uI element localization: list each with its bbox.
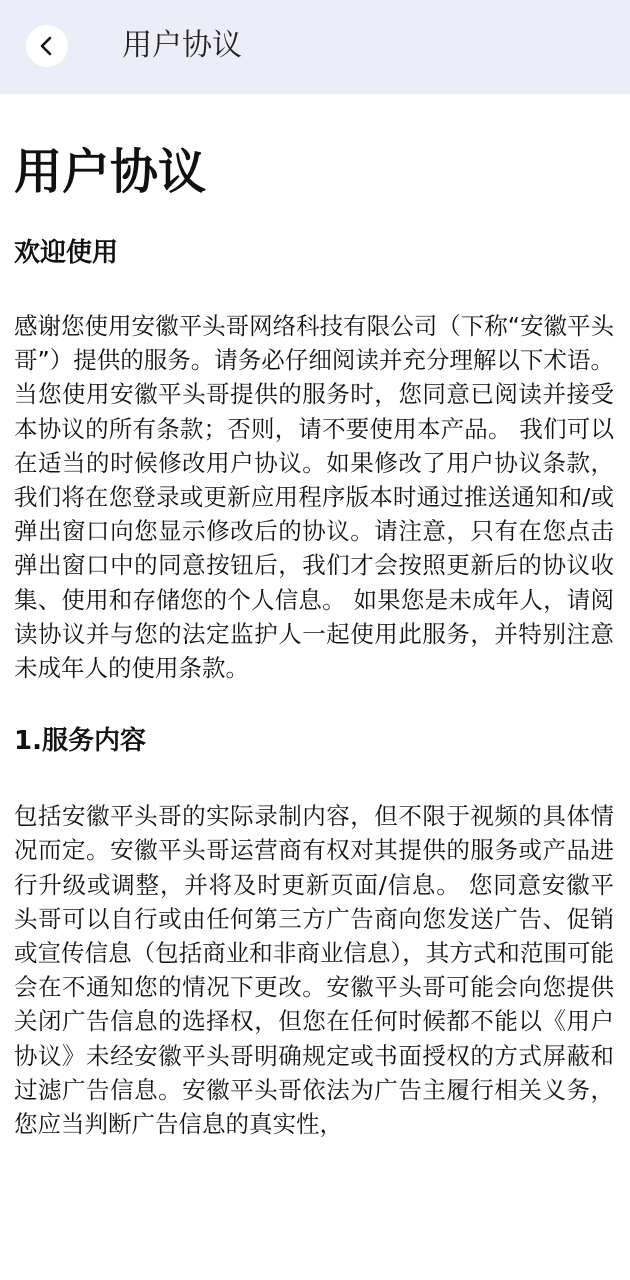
section-body-welcome: 感谢您使用安徽平头哥网络科技有限公司（下称“安徽平头哥”）提供的服务。请务必仔细阅读并充分理解以下术语。当您使用安徽平头哥提供的服务时，您同意已阅读并接受本协议的所有条款；否则，请不要使用本产品。 我们可以在适当的时候修改用户协议。如果修改了用户协议条款，我们将在您登录或更新应用程序版本时通过推送通知和/或弹出窗口向您显示修改后的协议。请注意，只有在您点击弹出窗口中的同意按钮后，我们才会按照更新后的协议收集、使用和存储您的个人信息。 如果您是未成年人，请阅读协议并与您的法定监护人一起使用此服务，并特别注意未成年人的使用条款。 (14, 312, 614, 683)
app-header (0, 0, 630, 94)
chevron-left-icon (36, 35, 58, 57)
page-title: 用户协议 (14, 144, 207, 200)
back-button[interactable] (26, 25, 68, 67)
section-body-service-content: 包括安徽平头哥的实际录制内容，但不限于视频的具体情况而定。安徽平头哥运营商有权对其提供的服务或产品进行升级或调整，并将及时更新页面/信息。 您同意安徽平头哥可以自行或由任何第三方广告商向您发送广告、促销或宣传信息（包括商业和非商业信息），其方式和范围可能会在不通知您的情况下更改。安徽平头哥可能会向您提供关闭广告信息的选择权，但您在任何时候都不能以《用户协议》未经安徽平头哥明确规定或书面授权的方式屏蔽和过滤广告信息。安徽平头哥依法为广告主履行相关义务，您应当判断广告信息的真实性， (14, 802, 614, 1139)
agreement-content (14, 94, 614, 1141)
header-title: 用户协议 (122, 28, 242, 63)
section-heading-service-content: 1.服务内容 (14, 726, 146, 757)
section-heading-welcome: 欢迎使用 (14, 238, 119, 268)
